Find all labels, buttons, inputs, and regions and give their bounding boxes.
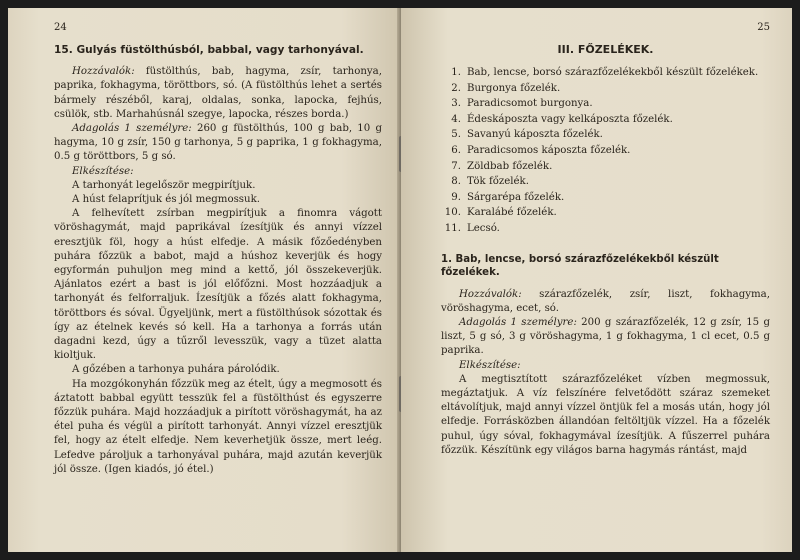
list-item-text: Lecsó. (467, 222, 500, 234)
list-item-number: 2. (451, 82, 461, 94)
list-item-number: 10. (444, 207, 461, 219)
list-item-text: Paradicsomos káposzta főzelék. (467, 144, 631, 156)
page-number-left: 24 (54, 22, 67, 33)
right-paragraph (441, 288, 770, 316)
right-page (401, 8, 792, 552)
list-item-number: 6. (451, 144, 461, 156)
list-item-number: 3. (451, 98, 461, 110)
list-item-text: Sárgarépa főzelék. (467, 191, 565, 203)
list-item (441, 221, 770, 237)
left-paragraph (54, 165, 382, 179)
open-book (8, 8, 792, 552)
list-item (441, 96, 770, 112)
paragraph-label: Hozzávalók: (459, 288, 522, 300)
left-paragraph (54, 65, 382, 122)
list-item-text: Savanyú káposzta főzelék. (467, 129, 603, 141)
list-item (441, 65, 770, 81)
paragraph-label: Adagolás 1 személyre: (72, 123, 192, 135)
left-paragraph: A felhevített zsírban megpirítjuk a finomra vágott vöröshagymát, majd paprikával ízesítjük és annyi vízzel eresztjük föl, hogy a húst elfedje. A másik főzőedényben puhára főzzük a babot, majd a húshoz keverjük és hogy egyformán puhuljon meg mind a kettő, jól összekeverjük. Ajánlatos ezért a bast is jól előfőzni. Most hozzáadjuk a tarhonyát és felforraljuk. Ízesítjük a főzés alatt fokhagyma, töröttbors és sóval. Ügyeljünk, mert a füstölthúsok sózottak és így az ételnek kevés só kell. Ha a tarhonya a forrás után dagadni kezd, úgy a tűzről levesszük, vagy a tüzet alatta kioltjuk. (54, 208, 382, 362)
list-item-number: 5. (451, 129, 461, 141)
list-item-number: 4. (451, 113, 461, 125)
right-paragraph: A megtisztított szárazfőzeléket vízben megmossuk, megáztatjuk. A víz felszínére felvetődött száraz szemeket eltávolítjuk, majd annyi vízzel öntjük fel a mosás után, hogy jól elfedje. Forrásközben állandóan feltöltjük vízzel. Ha a főzelék puhul, úgy sóval, fokhagymával ízesítjük. A fűszerrel puhára főzzük. Készítünk egy világos barna hagymás rántást, majd (441, 373, 770, 456)
left-paragraph: A gőzében a tarhonya puhára párolódik. (72, 364, 280, 376)
left-paragraph: A húst felaprítjuk és jól megmossuk. (72, 194, 261, 206)
paragraph-text: 260 g füstölthús, 100 g bab, 10 g hagyma, 10 g zsír, 150 g tarhonya, 5 g paprika, 1 g fokhagyma, 0.5 g töröttbors, 5 g só. (54, 123, 382, 163)
right-paragraph (441, 316, 770, 359)
list-item-text: Burgonya főzelék. (467, 82, 561, 94)
right-page-body (441, 288, 770, 458)
section-title: III. FŐZELÉKEK. (557, 43, 654, 56)
list-item-number: 7. (451, 160, 461, 172)
recipe-heading-1: 1. Bab, lencse, borsó szárazfőzelékekből készült főzelékek. (441, 253, 719, 279)
recipe-heading-15: 15. Gulyás füstölthúsból, babbal, vagy tarhonyával. (54, 44, 364, 56)
list-item (441, 190, 770, 206)
list-item-text: Édeskáposzta vagy kelkáposzta főzelék. (467, 113, 673, 125)
list-item (441, 112, 770, 128)
list-item-text: Paradicsomot burgonya. (467, 98, 593, 110)
list-item (441, 159, 770, 175)
list-item-number: 11. (444, 222, 461, 234)
list-item-number: 1. (451, 67, 461, 78)
list-item-number: 9. (451, 191, 461, 203)
list-item (441, 174, 770, 190)
left-page (8, 8, 400, 552)
paragraph-label: Elkészítése: (459, 359, 521, 371)
paragraph-text: szárazfőzelék, zsír, liszt, fokhagyma, vöröshagyma, ecet, só. (441, 288, 770, 314)
paragraph-label: Adagolás 1 személyre: (459, 316, 577, 328)
list-item-text: Zöldbab főzelék. (467, 160, 553, 172)
list-item-text: Bab, lencse, borsó szárazfőzelékekből készült főzelékek. (467, 67, 759, 78)
vegetable-dish-list (441, 65, 770, 237)
list-item (441, 143, 770, 159)
list-item-text: Karalábé főzelék. (467, 207, 557, 219)
paragraph-label: Hozzávalók: (72, 66, 135, 78)
paragraph-text: füstölthús, bab, hagyma, zsír, tarhonya, paprika, fokhagyma, töröttbors, só. (A füstölthús lehet a sertés bármely részéből, karaj, oldalas, sonka, lapocka, fejhús, csülök, stb. Marhahúsnál szegye, lapocka, részes borda.) (54, 66, 382, 120)
left-paragraph (54, 122, 382, 165)
list-item (441, 205, 770, 221)
left-paragraph: A tarhonyát legelőször megpirítjuk. (72, 179, 256, 191)
list-item-text: Tök főzelék. (467, 176, 529, 188)
list-item (441, 81, 770, 97)
right-paragraph (441, 359, 770, 373)
paragraph-label: Elkészítése: (72, 165, 134, 177)
left-page-body (54, 65, 382, 477)
left-paragraph: Ha mozgókonyhán főzzük meg az ételt, úgy a megmosott és áztatott babbal együtt tesszük fel a füstölthúst és egyszerre főzzük puhára. Majd hozzáadjuk a pirított vöröshagymát, ha az étel puha és végül a pirított tarhonyát. Annyi vízzel eresztjük fel, hogy az ételt elfedje. Nem keverhetjük össze, mert leég. Lefedve pároljuk a tarhonyával puhára, majd azután keverjük jól össze. (Igen kiadós, jó étel.) (54, 378, 382, 475)
list-item (441, 127, 770, 143)
paragraph-text: 200 g szárazfőzelék, 12 g zsír, 15 g liszt, 5 g só, 3 g vöröshagyma, 1 g fokhagyma, 1 cl ecet, 0.5 g paprika. (441, 316, 770, 357)
page-number-right: 25 (757, 22, 770, 33)
list-item-number: 8. (451, 176, 461, 188)
